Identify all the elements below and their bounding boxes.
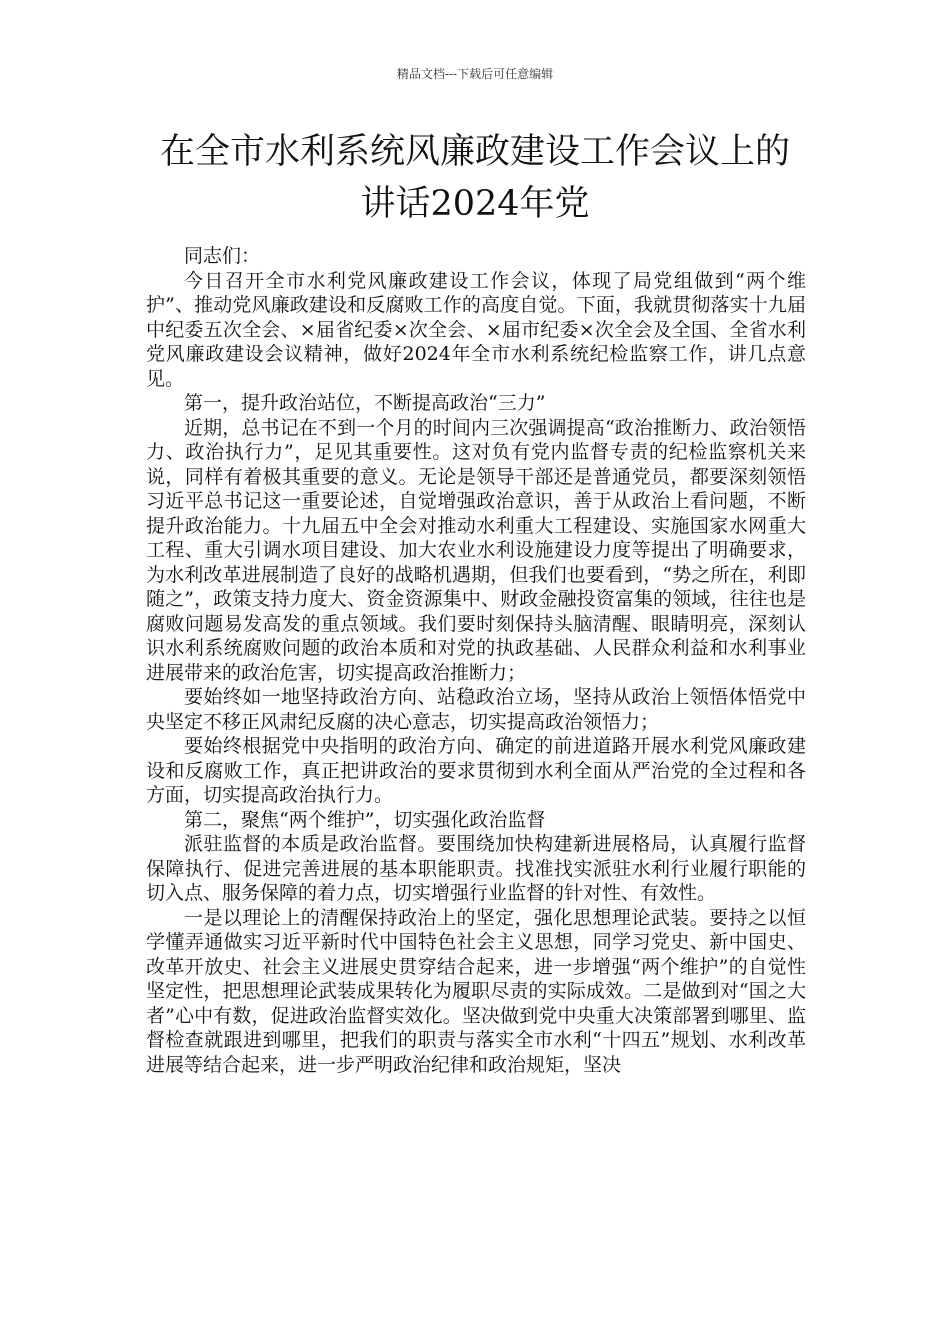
paragraph-greeting: 同志们： bbox=[184, 245, 261, 267]
paragraph: 近期，总书记在不到一个月的时间内三次强调提高“政治推断力、政治领悟力、政治执行力”，足见其重要性。这对负有党内监督专责的纪检监察机关来说，同样有着极其重要的意义。无论是领导干部还是普通党员，都要深刻领悟习近平总书记这一重要论述，自觉增强政治意识，善于从政治上看问题，不断提升政治能力。十九届五中全会对推动水利重大工程建设、实施国家水网重大工程、重大引调水项目建设、加大农业水利设施建设力度等提出了明确要求，为水利改革进展制造了良好的战略机遇期，但我们也要看到，“势之所在，利即随之”，政策支持力度大、资金资源集中、财政金融投资富集的领域，往往也是腐败问题易发高发的重点领域。我们要时刻保持头脑清醒、眼睛明亮，深刻认识水利系统腐败问题的政治本质和对党的执政基础、人民群众利益和水利事业进展带来的政治危害，切实提高政治推断力； bbox=[146, 416, 806, 684]
paragraph: 一是以理论上的清醒保持政治上的坚定，强化思想理论武装。要持之以恒学懂弄通做实习近平新时代中国特色社会主义思想，同学习党史、新中国史、改革开放史、社会主义进展史贯穿结合起来，进一步增强“两个维护”的自觉性坚定性，把思想理论武装成果转化为履职尽责的实际成效。二是做到对“国之大者”心中有数，促进政治监督实效化。坚决做到党中央重大决策部署到哪里、监督检查就跟进到哪里，把我们的职责与落实全市水利“十四五”规划、水利改革进展等结合起来，进一步严明政治纪律和政治规矩，坚决 bbox=[146, 906, 806, 1076]
document-body bbox=[146, 244, 806, 1077]
paragraph: 今日召开全市水利党风廉政建设工作会议，体现了局党组做到“两个维护”、推动党风廉政建设和反腐败工作的高度自觉。下面，我就贯彻落实十九届中纪委五次全会、×届省纪委×次全会、×届市纪委×次全会及全国、全省水利党风廉政建设会议精神，做好2024年全市水利系统纪检监察工作，讲几点意见。 bbox=[146, 269, 806, 390]
paragraph: 要始终如一地坚持政治方向、站稳政治立场，坚持从政治上领悟体悟党中央坚定不移正风肃纪反腐的决心意志，切实提高政治领悟力； bbox=[146, 686, 806, 733]
section-heading-1: 第一，提升政治站位，不断提高政治“三力” bbox=[184, 392, 546, 414]
section-heading-2: 第二，聚焦“两个维护”，切实强化政治监督 bbox=[184, 808, 546, 831]
document-title bbox=[120, 126, 830, 230]
paragraph: 要始终根据党中央指明的政治方向、确定的前进道路开展水利党风廉政建设和反腐败工作，真正把讲政治的要求贯彻到水利全面从严治党的全过程和各方面，切实提高政治执行力。 bbox=[146, 735, 806, 806]
title-line-1: 在全市水利系统风廉政建设工作会议上的 bbox=[159, 132, 790, 172]
title-line-2: 讲话2024年党 bbox=[360, 184, 590, 224]
paragraph: 派驻监督的本质是政治监督。要围绕加快构建新进展格局，认真履行监督保障执行、促进完善进展的基本职能职责。找准找实派驻水利行业履行职能的切入点、服务保障的着力点，切实增强行业监督的针对性、有效性。 bbox=[146, 833, 806, 904]
header-note: 精品文档---下载后可任意编辑 bbox=[396, 67, 554, 81]
